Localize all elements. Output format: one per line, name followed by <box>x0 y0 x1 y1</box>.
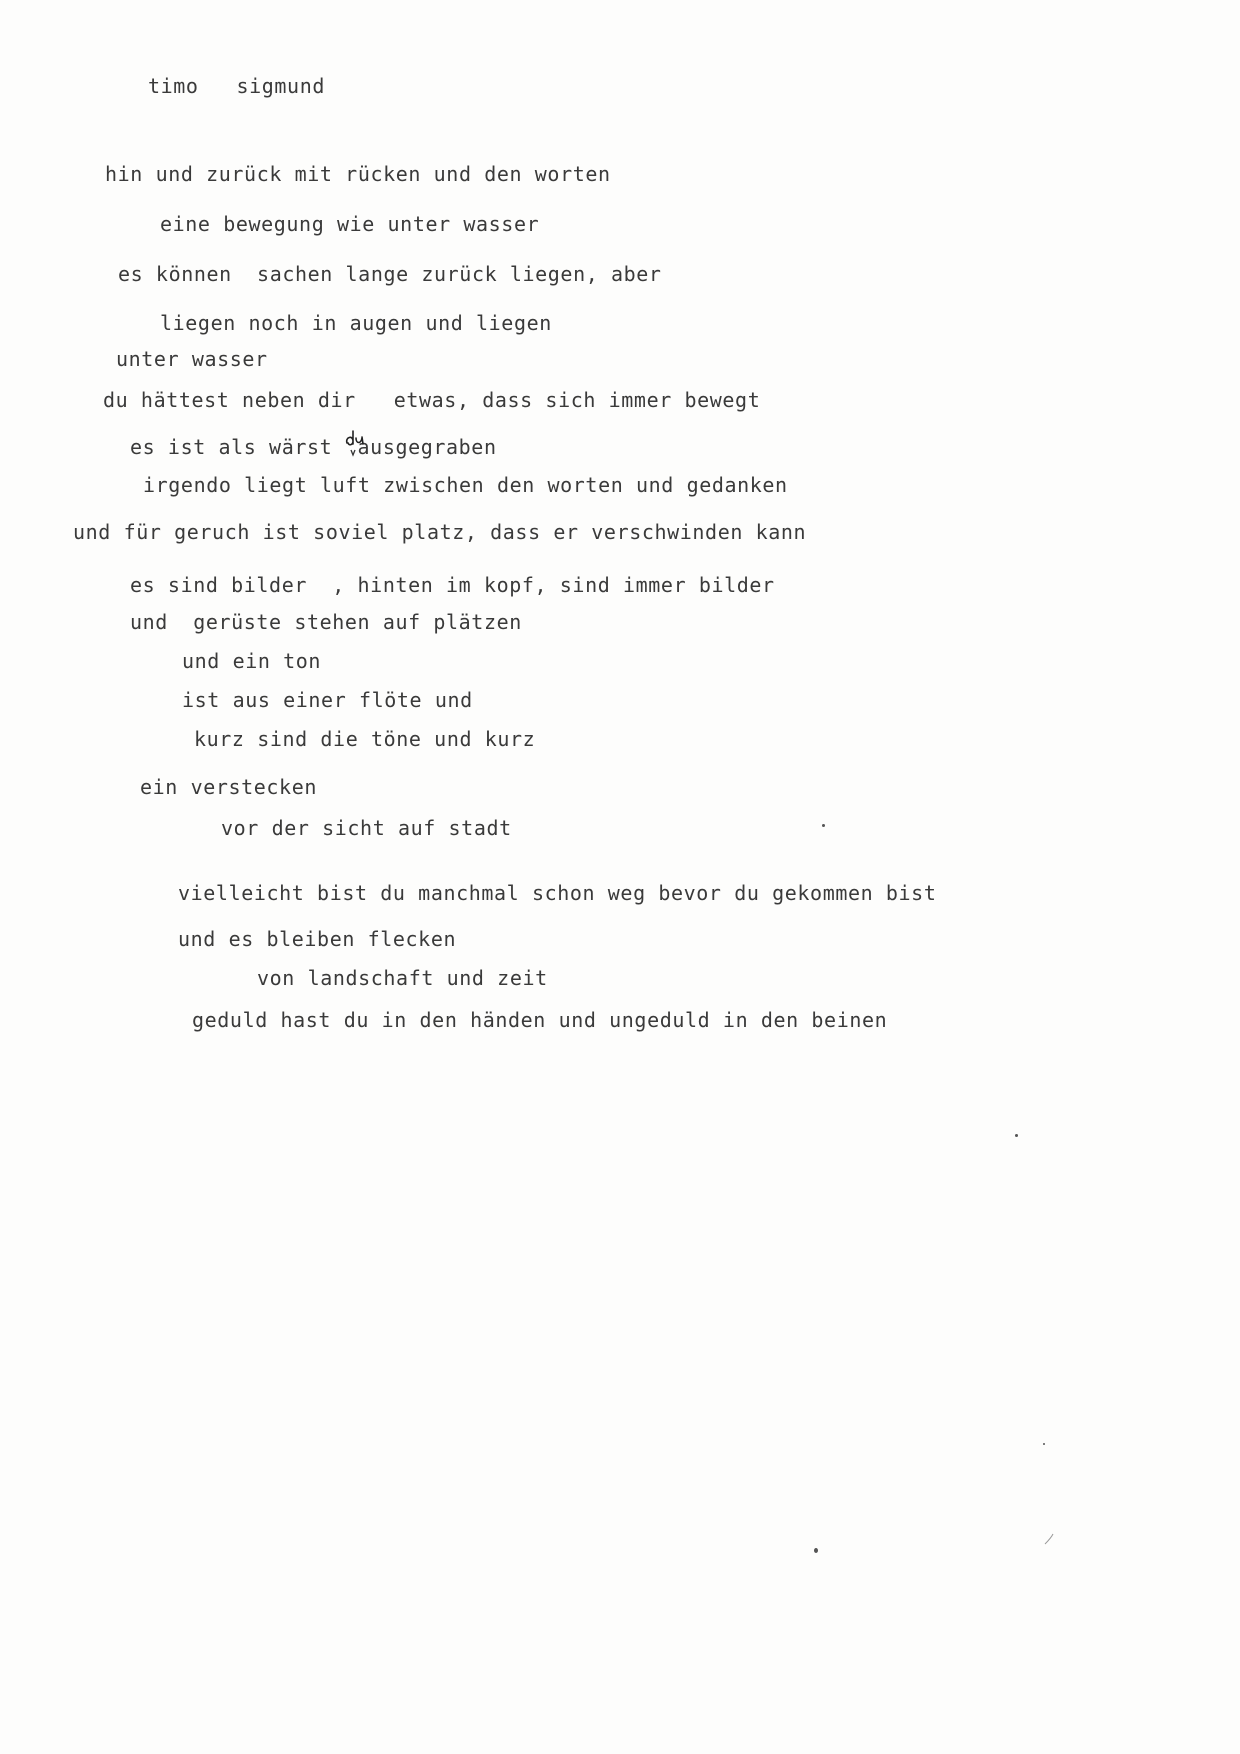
poem-line: unter wasser <box>116 347 268 371</box>
paper-speck <box>814 1548 818 1553</box>
poem-line: vielleicht bist du manchmal schon weg bevor du gekommen bist <box>178 881 937 905</box>
poem-line: und es bleiben flecken <box>178 927 457 951</box>
poem-line: und ein ton <box>182 649 322 673</box>
poem-line: hin und zurück mit rücken und den worten <box>105 162 611 186</box>
poem-line: du hättest neben dir etwas, dass sich immer bewegt <box>103 388 761 412</box>
poem-line: es können sachen lange zurück liegen, aber <box>118 262 662 286</box>
poem-line: es ist als wärst ausgegraben <box>130 435 497 459</box>
poem-line: eine bewegung wie unter wasser <box>160 212 540 236</box>
poem-line: und für geruch ist soviel platz, dass er verschwinden kann <box>73 520 807 544</box>
handwritten-insertion <box>343 425 373 459</box>
paper-speck <box>822 824 825 827</box>
poem-line: von landschaft und zeit <box>257 966 548 990</box>
paper-speck <box>1015 1134 1018 1137</box>
poem-line: ist aus einer flöte und <box>182 688 473 712</box>
poem-line: irgendo liegt luft zwischen den worten und gedanken <box>143 473 788 497</box>
poem-line: liegen noch in augen und liegen <box>160 311 552 335</box>
pencil-mark <box>1042 1532 1056 1546</box>
author-name: timo sigmund <box>148 74 325 98</box>
poem-line: kurz sind die töne und kurz <box>194 727 536 751</box>
paper-speck <box>1043 1443 1045 1445</box>
poem-line: ein verstecken <box>140 775 317 799</box>
poem-line: vor der sicht auf stadt <box>221 816 512 840</box>
poem-line: und gerüste stehen auf plätzen <box>130 610 522 634</box>
poem-line: es sind bilder , hinten im kopf, sind immer bilder <box>130 573 775 597</box>
poem-line: geduld hast du in den händen und ungeduld in den beinen <box>192 1008 888 1032</box>
